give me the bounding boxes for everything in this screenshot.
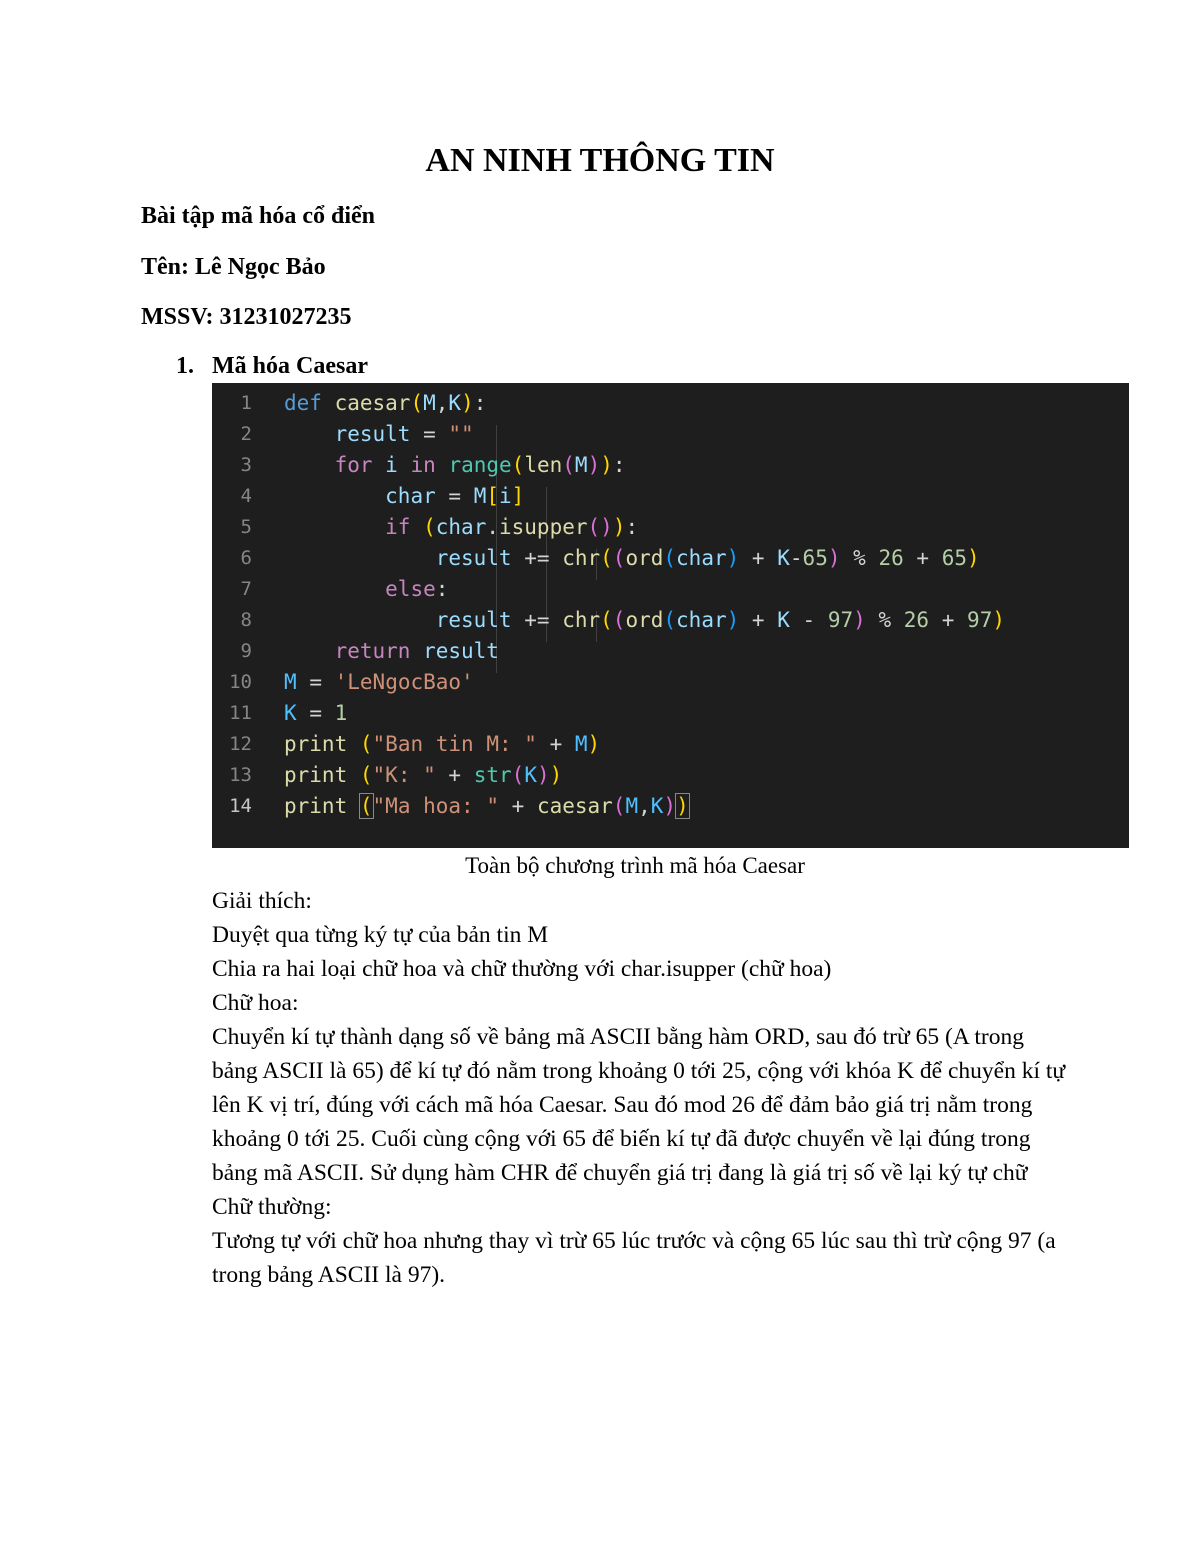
line-number: 14 xyxy=(229,795,252,817)
section-number: 1. xyxy=(176,353,194,379)
document-title: AN NINH THÔNG TIN xyxy=(425,142,775,179)
code-line: 3 for i in range(len(M)): xyxy=(212,450,1129,481)
line-number: 2 xyxy=(240,423,252,445)
code-line: 13 print ("K: " + str(K)) xyxy=(212,760,1129,791)
code-line: 12 print ("Ban tin M: " + M) xyxy=(212,729,1129,760)
lowercase-explanation: Tương tự với chữ hoa nhưng thay vì trừ 65 lúc trước và cộng 65 lúc sau thì trừ cộng 97 (a trong bảng ASCII là 97). xyxy=(212,1228,1056,1288)
line-number: 13 xyxy=(229,764,252,786)
line-number: 12 xyxy=(229,733,252,755)
line-number: 7 xyxy=(240,578,252,600)
code-line: 10 M = 'LeNgocBao' xyxy=(212,667,1129,698)
line-number: 10 xyxy=(229,671,252,693)
uppercase-label: Chữ hoa: xyxy=(212,990,299,1016)
line-number: 4 xyxy=(240,485,252,507)
line-number: 5 xyxy=(240,516,252,538)
uppercase-explanation: Chuyển kí tự thành dạng số về bảng mã ASCII bằng hàm ORD, sau đó trừ 65 (A trong bảng ASCII là 65) để kí tự đó nằm trong khoảng 0 tới 25, cộng với khóa K để chuyển kí tự lên K vị trí, đúng với cách mã hóa Caesar. Sau đó mod 26 để đảm bảo giá trị nằm trong khoảng 0 tới 25. Cuối cùng cộng với 65 để biến kí tự đã được chuyển về lại đúng trong bảng mã ASCII. Sử dụng hàm CHR để chuyển giá trị đang là giá trị số về lại ký tự chữ xyxy=(212,1024,1066,1186)
code-line: 5 if (char.isupper()): xyxy=(212,512,1129,543)
code-line: 11 K = 1 xyxy=(212,698,1129,729)
code-line: 7 else: xyxy=(212,574,1129,605)
line-number: 9 xyxy=(240,640,252,662)
code-line: 9 return result xyxy=(212,636,1129,667)
section-title: Mã hóa Caesar xyxy=(212,353,368,379)
student-name: Tên: Lê Ngọc Bảo xyxy=(141,254,326,280)
student-id: MSSV: 31231027235 xyxy=(141,304,352,330)
section-heading xyxy=(176,353,368,380)
line-number: 1 xyxy=(240,392,252,414)
explanation xyxy=(212,884,1072,1292)
code-line: 6 result += chr((ord(char) + K-65) % 26 + 65) xyxy=(212,543,1129,574)
explanation-label: Giải thích: xyxy=(212,888,312,914)
code-line: 14 print ("Ma hoa: " + caesar(M,K)) xyxy=(212,791,1129,822)
code-line: 8 result += chr((ord(char) + K - 97) % 26 + 97) xyxy=(212,605,1129,636)
lowercase-label: Chữ thường: xyxy=(212,1194,332,1220)
assignment-subtitle: Bài tập mã hóa cổ điển xyxy=(141,203,376,229)
line-number: 6 xyxy=(240,547,252,569)
line-number: 11 xyxy=(229,702,252,724)
explanation-line: Chia ra hai loại chữ hoa và chữ thường với char.isupper (chữ hoa) xyxy=(212,956,832,982)
code-line: 2 result = "" xyxy=(212,419,1129,450)
line-number: 8 xyxy=(240,609,252,631)
code-line: 4 char = M[i] xyxy=(212,481,1129,512)
explanation-line: Duyệt qua từng ký tự của bản tin M xyxy=(212,922,549,948)
code-line: 1 def caesar(M,K): xyxy=(212,388,1129,419)
figure-caption: Toàn bộ chương trình mã hóa Caesar xyxy=(465,853,805,878)
code-screenshot xyxy=(212,383,1129,848)
line-number: 3 xyxy=(240,454,252,476)
